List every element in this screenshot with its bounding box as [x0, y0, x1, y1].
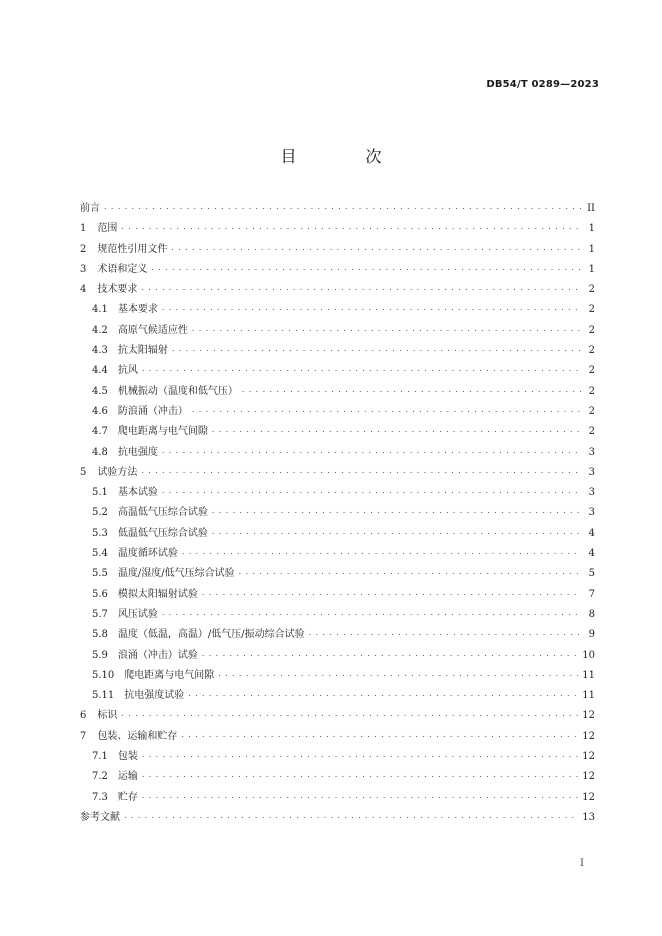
toc-dot-leader: [212, 527, 581, 537]
toc-entry[interactable]: [80, 422, 595, 442]
toc-entry-number: 1: [80, 223, 87, 235]
toc-entry[interactable]: [80, 463, 595, 483]
toc-dot-leader: [141, 466, 581, 476]
toc-entry-page: II: [587, 203, 595, 214]
toc-entry-number: 5.3: [92, 527, 108, 539]
toc-entry-number: 5.1: [92, 487, 108, 499]
toc-entry-label: 参考文献: [80, 811, 120, 823]
toc-dot-leader: [162, 446, 581, 456]
toc-entry-number: 4.7: [92, 426, 108, 438]
toc-entry-number: 5.7: [92, 608, 108, 620]
toc-entry[interactable]: [80, 544, 595, 564]
toc-entry[interactable]: [80, 666, 595, 686]
toc-entry-number: 7: [80, 730, 87, 742]
toc-entry-page: 2: [588, 365, 595, 377]
toc-entry-label: 爬电距离与电气间隙: [117, 426, 208, 438]
toc-entry[interactable]: [80, 625, 595, 645]
toc-dot-leader: [162, 303, 581, 313]
toc-entry-number: 5.6: [92, 588, 108, 600]
toc-entry-page: 2: [588, 426, 595, 438]
toc-entry-page: 4: [588, 548, 595, 560]
toc-entry[interactable]: [80, 808, 595, 828]
toc-entry-label: 模拟太阳辐射试验: [117, 588, 198, 600]
toc-dot-leader: [171, 243, 581, 253]
toc-entry-page: 7: [588, 588, 595, 600]
toc-entry-page: 5: [588, 568, 595, 580]
toc-entry-number: 7.3: [92, 791, 108, 803]
toc-entry-label: 温度（低温，高温）/低气压/振动综合试验: [117, 629, 305, 641]
toc-entry-page: 2: [588, 284, 595, 296]
toc-entry-label: 抗风: [117, 365, 138, 377]
toc-dot-leader: [202, 588, 581, 598]
toc-dot-leader: [202, 649, 578, 659]
toc-entry-page: 1: [588, 263, 595, 275]
toc-entry-label: 基本试验: [117, 487, 158, 499]
toc-entry-label: 贮存: [117, 791, 138, 803]
toc-entry-page: 12: [582, 751, 595, 763]
toc-entry-label: 浪涌（冲击）试验: [117, 649, 198, 661]
toc-entry-page: 2: [588, 405, 595, 417]
toc-entry-label: 规范性引用文件: [97, 243, 168, 255]
toc-entry[interactable]: [80, 706, 595, 726]
toc-entry-number: 4.2: [92, 324, 108, 336]
toc-entry-number: 4.6: [92, 405, 108, 417]
toc-entry-page: 13: [582, 811, 595, 823]
toc-dot-leader: [121, 222, 581, 232]
toc-dot-leader: [104, 202, 581, 212]
toc-entry-number: 5.10: [92, 669, 115, 681]
toc-entry[interactable]: [80, 788, 595, 808]
toc-entry[interactable]: [80, 341, 595, 361]
table-of-contents: [80, 199, 595, 828]
toc-entry-number: 4.8: [92, 446, 108, 458]
toc-dot-leader: [162, 608, 581, 618]
toc-dot-leader: [192, 405, 581, 415]
toc-entry-label: 基本要求: [117, 304, 158, 316]
toc-entry-label: 术语和定义: [97, 263, 148, 275]
toc-dot-leader: [142, 770, 578, 780]
toc-entry-page: 3: [588, 487, 595, 499]
page-number: I: [580, 858, 584, 869]
toc-entry-number: 2: [80, 243, 87, 255]
toc-dot-leader: [141, 283, 581, 293]
toc-entry[interactable]: [80, 300, 595, 320]
page-title: 目 次: [280, 147, 414, 166]
toc-dot-leader: [151, 263, 581, 273]
toc-entry[interactable]: [80, 382, 595, 402]
toc-entry-label: 高温低气压综合试验: [117, 507, 208, 519]
toc-entry[interactable]: [80, 747, 595, 767]
toc-entry-label: 高原气候适应性: [117, 324, 188, 336]
toc-entry-label: 包装、运输和贮存: [97, 730, 178, 742]
toc-entry-label: 温度/湿度/低气压综合试验: [117, 568, 235, 580]
toc-entry[interactable]: [80, 524, 595, 544]
toc-entry-number: 5.2: [92, 507, 108, 519]
toc-entry-label: 前言: [80, 203, 100, 214]
toc-entry-page: 12: [582, 730, 595, 742]
toc-dot-leader: [181, 730, 578, 740]
toc-dot-leader: [142, 364, 581, 374]
toc-entry[interactable]: [80, 727, 595, 747]
toc-entry-label: 试验方法: [97, 466, 138, 478]
toc-entry-number: 5.8: [92, 629, 108, 641]
toc-entry-page: 11: [582, 690, 595, 702]
toc-entry-number: 5.5: [92, 568, 108, 580]
toc-entry-number: 7.2: [92, 771, 108, 783]
toc-entry[interactable]: [80, 564, 595, 584]
toc-dot-leader: [212, 425, 581, 435]
toc-entry-page: 2: [588, 324, 595, 336]
toc-dot-leader: [124, 811, 578, 821]
toc-entry[interactable]: [80, 686, 595, 706]
toc-entry-label: 机械振动（温度和低气压）: [117, 385, 238, 397]
toc-entry-page: 11: [582, 669, 595, 681]
toc-dot-leader: [212, 506, 581, 516]
toc-entry-number: 4.4: [92, 365, 108, 377]
toc-entry-page: 3: [588, 446, 595, 458]
toc-dot-leader: [188, 689, 578, 699]
toc-entry[interactable]: [80, 361, 595, 381]
toc-dot-leader: [142, 791, 578, 801]
toc-entry-label: 范围: [97, 223, 118, 235]
toc-entry-label: 抗电强度试验: [124, 690, 185, 702]
toc-entry-page: 10: [582, 649, 595, 661]
toc-entry-page: 2: [588, 385, 595, 397]
toc-dot-leader: [162, 486, 581, 496]
toc-entry[interactable]: [80, 585, 595, 605]
toc-entry-page: 1: [588, 243, 595, 255]
toc-entry-page: 12: [582, 710, 595, 722]
toc-entry-number: 4.5: [92, 385, 108, 397]
toc-dot-leader: [309, 628, 581, 638]
toc-entry-page: 1: [588, 223, 595, 235]
toc-dot-leader: [239, 567, 581, 577]
toc-entry-label: 低温低气压综合试验: [117, 527, 208, 539]
toc-entry[interactable]: [80, 260, 595, 280]
toc-entry-number: 4.3: [92, 345, 108, 357]
toc-entry-page: 4: [588, 527, 595, 539]
toc-dot-leader: [142, 750, 578, 760]
toc-entry[interactable]: [80, 321, 595, 341]
toc-entry[interactable]: [80, 646, 595, 666]
toc-entry-page: 9: [588, 629, 595, 641]
toc-entry-number: 5.9: [92, 649, 108, 661]
toc-entry-label: 技术要求: [97, 284, 138, 296]
toc-dot-leader: [192, 324, 581, 334]
toc-entry[interactable]: [80, 402, 595, 422]
toc-entry-number: 5.11: [92, 690, 115, 702]
toc-entry[interactable]: [80, 443, 595, 463]
toc-entry-page: 3: [588, 466, 595, 478]
toc-entry-number: 4.1: [92, 304, 108, 316]
toc-entry-number: 5.4: [92, 548, 108, 560]
toc-entry-label: 防浪涌（冲击）: [117, 405, 188, 417]
toc-entry-label: 温度循环试验: [117, 548, 178, 560]
toc-entry[interactable]: [80, 767, 595, 787]
toc-entry-label: 运输: [117, 771, 138, 783]
toc-entry-number: 3: [80, 263, 87, 275]
toc-dot-leader: [121, 709, 578, 719]
toc-entry[interactable]: [80, 503, 595, 523]
toc-entry[interactable]: [80, 483, 595, 503]
toc-entry[interactable]: [80, 605, 595, 625]
toc-entry-number: 5: [80, 466, 87, 478]
document-code: DB54/T 0289—2023: [486, 79, 599, 90]
toc-entry-label: 爬电距离与电气间隙: [124, 669, 215, 681]
toc-entry-page: 2: [588, 345, 595, 357]
toc-dot-leader: [218, 669, 578, 679]
toc-entry-page: 2: [588, 304, 595, 316]
toc-dot-leader: [242, 385, 581, 395]
toc-entry-label: 风压试验: [117, 608, 158, 620]
toc-entry-label: 抗电强度: [117, 446, 158, 458]
toc-entry[interactable]: [80, 219, 595, 239]
toc-entry[interactable]: [80, 199, 595, 219]
toc-entry[interactable]: [80, 240, 595, 260]
toc-entry-label: 抗太阳辐射: [117, 345, 168, 357]
toc-dot-leader: [172, 344, 581, 354]
toc-entry-label: 标识: [97, 710, 118, 722]
toc-entry-page: 3: [588, 507, 595, 519]
toc-dot-leader: [182, 547, 581, 557]
toc-entry-number: 7.1: [92, 751, 108, 763]
toc-entry-page: 12: [582, 791, 595, 803]
toc-entry-label: 包装: [117, 751, 138, 763]
toc-entry[interactable]: [80, 280, 595, 300]
toc-entry-page: 8: [588, 608, 595, 620]
toc-entry-page: 12: [582, 771, 595, 783]
toc-entry-number: 6: [80, 710, 87, 722]
toc-entry-number: 4: [80, 284, 87, 296]
